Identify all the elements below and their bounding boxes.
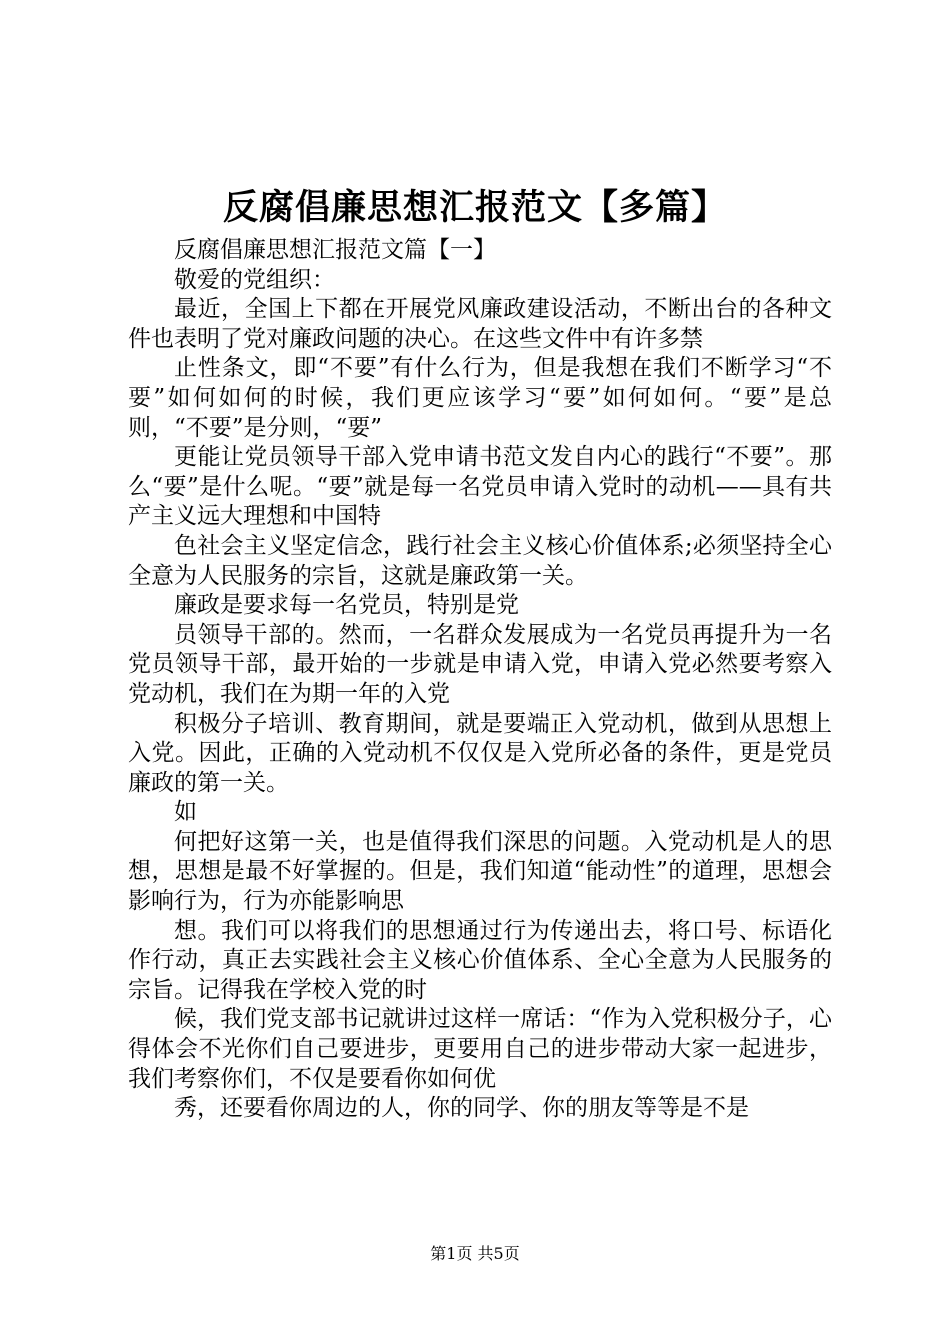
paragraph: 更能让党员领导干部入党申请书范文发自内心的践行“不要”。那么“要”是什么呢。“要”就是每一名党员申请入党时的动机——具有共产主义远大理想和中国特	[128, 444, 832, 530]
paragraph: 积极分子培训、教育期间，就是要端正入党动机，做到从思想上入党。因此，正确的入党动机不仅仅是入党所必备的条件，更是党员廉政的第一关。	[128, 710, 832, 796]
document-title: 反腐倡廉思想汇报范文【多篇】	[222, 187, 727, 228]
paragraph: 想。我们可以将我们的思想通过行为传递出去，将口号、标语化作行动，真正去实践社会主义核心价值体系、全心全意为人民服务的宗旨。记得我在学校入党的时	[128, 917, 832, 1003]
paragraph: 何把好这第一关，也是值得我们深思的问题。入党动机是人的思想，思想是最不好掌握的。但是，我们知道“能动性”的道理，思想会影响行为，行为亦能影响思	[128, 828, 832, 915]
paragraph: 候，我们党支部书记就讲过这样一席话：“作为入党积极分子，心得体会不光你们自己要进步，更要用自己的进步带动大家一起进步，我们考察你们，不仅是要看你如何优	[128, 1006, 832, 1092]
paragraph: 止性条文，即“不要”有什么行为，但是我想在我们不断学习“不要”如何如何的时候，我们更应该学习“要”如何如何。“要”是总则，“不要”是分则，“要”	[128, 355, 832, 441]
document-body	[128, 236, 832, 1124]
paragraph: 员领导干部的。然而，一名群众发展成为一名党员再提升为一名党员领导干部，最开始的一步就是申请入党，申请入党必然要考察入党动机，我们在为期一年的入党	[128, 621, 832, 707]
page-footer: 第1页 共5页	[430, 1244, 520, 1263]
section-heading: 反腐倡廉思想汇报范文篇【一】	[174, 237, 496, 263]
salutation: 敬爱的党组织：	[174, 266, 335, 293]
paragraph: 色社会主义坚定信念，践行社会主义核心价值体系;必须坚持全心全意为人民服务的宗旨，这就是廉政第一关。	[128, 532, 832, 589]
paragraph: 秀，还要看你周边的人，你的同学、你的朋友等等是不是	[174, 1095, 749, 1122]
paragraph: 如	[174, 799, 197, 826]
paragraph: 廉政是要求每一名党员，特别是党	[174, 592, 519, 619]
paragraph: 最近，全国上下都在开展党风廉政建设活动，不断出台的各种文件也表明了党对廉政问题的决心。在这些文件中有许多禁	[128, 296, 832, 352]
